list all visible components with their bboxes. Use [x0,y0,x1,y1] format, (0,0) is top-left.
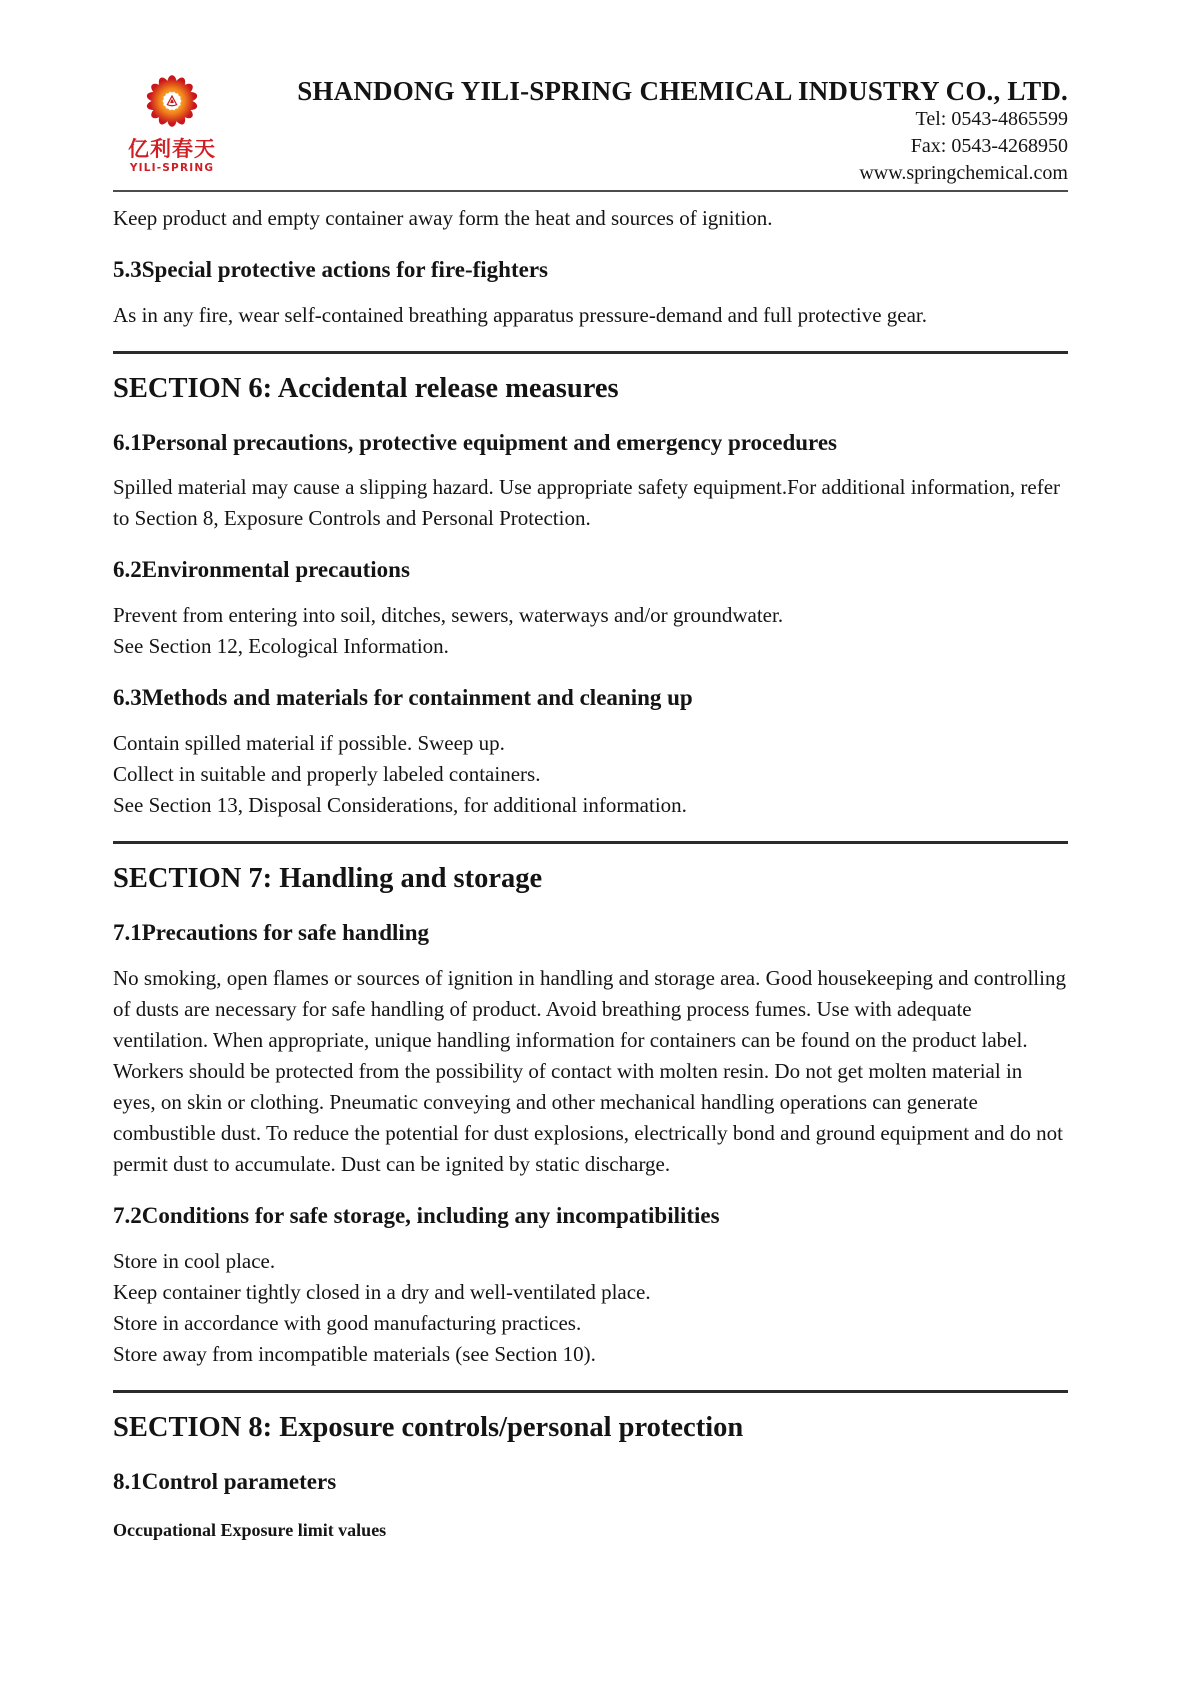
subsection-heading: 6.3Methods and materials for containment and cleaning up [113,685,693,711]
letterhead [0,0,1190,187]
letterhead-contact-block [231,62,1068,187]
section-heading: SECTION 8: Exposure controls/personal protection [113,1412,744,1444]
body-paragraph: Prevent from entering into soil, ditches, sewers, waterways and/or groundwater. [113,603,784,628]
section-divider [113,351,1068,354]
subsection-heading: 7.1Precautions for safe handling [113,920,430,946]
section-heading: SECTION 6: Accidental release measures [113,372,619,404]
body-paragraph: Store in cool place. [113,1249,276,1274]
subsection-heading: 8.1Control parameters [113,1469,337,1495]
body-paragraph: Contain spilled material if possible. Sweep up. [113,731,505,756]
tel-line: Tel: 0543-4865599 [915,108,1068,131]
subsection-heading: 7.2Conditions for safe storage, including any incompatibilities [113,1203,720,1229]
subsection-heading: 6.1Personal precautions, protective equipment and emergency procedures [113,429,838,455]
body-paragraph: No smoking, open flames or sources of ignition in handling and storage area. Good housekeeping and controlling of dusts are necessary for safe handling of product. Avoid breathing process fumes. Use with adequate ventilation. When appropriate, unique handling information for containers can be found on the product label. Workers should be protected from the possibility of contact with molten resin. Do not get molten material in eyes, on skin or clothing. Pneumatic conveying and other mechanical handling operations can generate combustible dust. To reduce the potential for dust explosions, electrically bond and ground equipment and do not permit dust to accumulate. Dust can be ignited by static discharge. [113,966,1066,1177]
subheading-bold: Occupational Exposure limit values [113,1520,387,1540]
subsection-heading: 6.2Environmental precautions [113,557,410,583]
section-heading: SECTION 7: Handling and storage [113,863,543,895]
body-paragraph: Spilled material may cause a slipping hazard. Use appropriate safety equipment.For additional information, refer to Section 8, Exposure Controls and Personal Protection. [113,475,1061,531]
body-paragraph: As in any fire, wear self-contained breathing apparatus pressure-demand and full protective gear. [113,302,928,327]
body-paragraph: See Section 13, Disposal Considerations, for additional information. [113,793,687,818]
flower-logo-icon [139,68,205,134]
body-paragraph: Collect in suitable and properly labeled containers. [113,762,541,787]
logo-chinese-text: 亿利春天 [128,137,216,161]
company-name: SHANDONG YILI-SPRING CHEMICAL INDUSTRY CO., LTD. [297,76,1068,106]
section-divider [113,1390,1068,1393]
body-paragraph: Keep container tightly closed in a dry and well-ventilated place. [113,1280,651,1305]
website-line: www.springchemical.com [859,161,1068,184]
company-logo [113,68,231,174]
body-paragraph: Store in accordance with good manufacturing practices. [113,1311,582,1336]
body-paragraph: See Section 12, Ecological Information. [113,634,449,659]
logo-latin-text: YILI-SPRING [129,162,215,175]
fax-line: Fax: 0543-4268950 [910,135,1068,158]
body-paragraph: Store away from incompatible materials (see Section 10). [113,1342,596,1367]
body-paragraph: Keep product and empty container away form the heat and sources of ignition. [113,205,773,230]
subsection-heading: 5.3Special protective actions for fire-fighters [113,256,548,282]
document-body [0,192,1190,1543]
section-divider [113,841,1068,844]
